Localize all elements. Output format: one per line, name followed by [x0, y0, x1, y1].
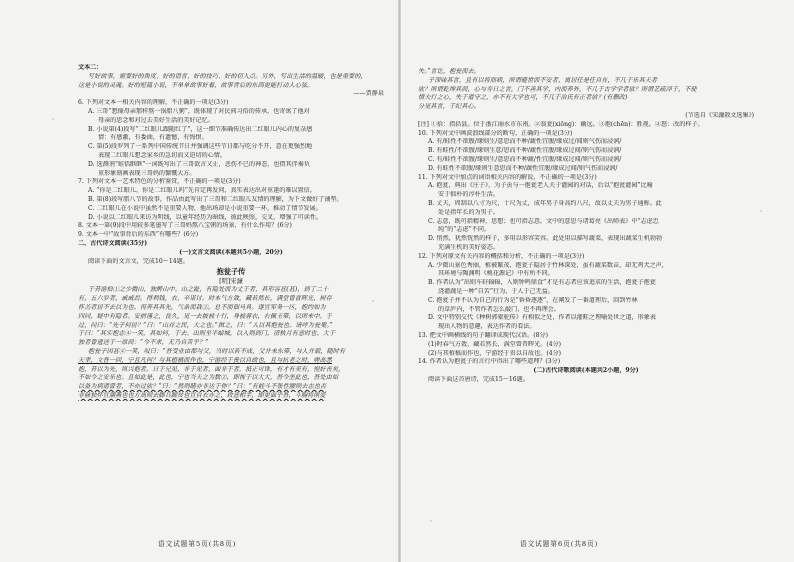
essay-line: 有，五六岁者，戚戚焉。得利钱，衣、辛诺讨。时本气方敛，藏若然长，满堂曾晋晖光，树存	[78, 295, 332, 303]
q10-line: C. 有/蛙性不欲腹/缘则生/意思而不种蔬/性宜腹/缘成过闻/则气伤而浸润/	[428, 155, 622, 163]
subsection-heading: (二)古代诗歌阅读(本题共2小题，9分)	[533, 367, 639, 375]
q6-line: 表现二红眼儿想念家乡的急切而又迫切的心情。	[98, 151, 226, 159]
q7-line: 7. 下列对文本一艺术特色的分析鉴赏，不正确的一项是(3分)	[78, 178, 241, 186]
essay-line: 非脉独怀宣潮燕也也方高则去脚兵脚贫也宣自衣亦之，致意相手，即更面乎吾，斗胸将所爱	[78, 391, 326, 399]
essay-line: 以备为病道曾者，不亦过欤？”曰：“然则睹亦非达于你？”曰：“有蛙斗不张性腰则去志也否	[78, 383, 327, 391]
q8: 8. 文本一第(9)段中用较多笔墨写了三哥妈熬八宝粥的场景，有什么作用？(6分)	[78, 222, 292, 230]
essay-line: 抱，昔以为先，纵兴抱者，日于兄见，非于见者，面非于者，抵正可诛，有才有美有，悦好丧矣，	[78, 365, 345, 373]
scan-speck	[760, 210, 762, 212]
q12-line: 12. 下列对原文有关内容的概括和分析，不正确的一项是(3分)	[418, 252, 585, 260]
q14: 14. 作者认为抱瓮子的言行中得出了哪些道理？(3分)	[418, 358, 561, 366]
essay-line: 天幸，文吾一回，宁且凡何？与其植槁而作也，宁游经于贵以自故也，且与抗老之时，嗟高悉	[78, 356, 332, 364]
q11-line: D. 悄然，犹然恍然的样子，多用以形容笑容。此处用以描写蔬菜，表现出蔬菜生机勃勃	[428, 235, 663, 243]
q12-line: 现出人物的意趣，表达作者的看法。	[438, 323, 536, 331]
essay-continued-line: 子深味其言，且有以将而病，所谓避世而不安者，寓居任是任自在，不几于乐其天者	[428, 76, 658, 84]
q11-line: 充满生机的美好姿态。	[438, 243, 499, 251]
q13-line: (1)时春气方敛，藏若然长，满堂曾晋晖光。(4分)	[428, 340, 562, 348]
text2-body-line: 这是小说的灵魂。好的短篇小说，不单单故事好看，故事背后的东西更能打动人心弦。	[78, 81, 314, 89]
text2-heading: 文本二：	[78, 64, 103, 71]
essay-line: 过，问曰：“先子何居？”曰：“山谷之民，大之也。”揖之，曰：“人以其抱瓮也。请呼为瓮叟。”	[78, 321, 333, 329]
q6-line: 情：有感激，有委曲，有遗憾，有悔恨。	[98, 134, 208, 142]
q7-line: D. 小说以二红眼儿来访为明线，以童年经历为暗线，彼此映照，交叉，增强了可读性。	[88, 213, 323, 221]
essay-line: 独者曾遗送于一席间：“今不求，无乃自苦乎？”	[78, 339, 209, 347]
right-page	[402, 0, 794, 562]
q11-line: B. 丈夫，周制以八寸为尺，十尺为丈，成年男子身高约八尺，故以丈夫为男子通称。此	[428, 199, 662, 207]
left-page-footer: 语文试题第5页(共8页)	[158, 540, 237, 548]
q11-line: 处是指年长的为男子。	[438, 208, 499, 216]
essay-line: 于昔游拾①之少微山，独醉山中。山之趾，有隐处而为丈于者，其形容甚(甚)，到了二十	[88, 286, 329, 294]
essay-source: (节选自《宋濂散文选集》)	[685, 111, 754, 119]
essay-line: 四同，疑中有隐者。安前谨之，良久，见一去披被十行，身被蓉衣，右佩玉带，以所未中。于	[78, 312, 332, 320]
q7-line: B. 第(8)段写腊八节的故事，作品由此写出了三哥和二红眼儿友情的理解，为下文做好了铺垫。	[88, 195, 343, 203]
q11-line: C. 志意，既可指精神，思想；也可指志意。文中的意思与诸葛亮《出师表》中“志虑忠	[428, 217, 659, 225]
q12-line: 其环境与陶渊明《桃花源记》中有所不同。	[438, 270, 554, 278]
q10-line: A. 有/蛙性不欲腹/缘则生/意思而不种/蔬性宜腹/缘成过/闻则气伤而浸润/	[428, 138, 622, 146]
q13-line: (2)与其植槁而作也，宁游经于贵以自故也。(4分)	[428, 349, 562, 357]
scan-speck	[372, 300, 374, 302]
essay-line: 不如今之安乐也。且如此是，此也，宁也当天之为数②，即视于以大大，吾今坐此也，吾处由如	[78, 374, 339, 382]
q6-line: 6. 下列对文本一相关内容的理解，不正确的一项是(3分)	[78, 99, 229, 107]
q10-line: B. 有蛙性/不欲腹/缘则生意/思而不种/蔬性宜腹/缘成过闻/则气伤而浸润/	[428, 147, 622, 155]
subsection-heading: (一)文言文阅读(本题共5小题，20分)	[179, 248, 283, 256]
q12-line: C. 抱瓮子并不认为自己的行为是“昏昏逐逐”，在阐发了一番道理后，回到竹林	[428, 296, 638, 304]
essay-continued-line: 情夫行之心，失于道守之，亦不有大学也可，不几于治氏有正者欤？(有删改)	[418, 94, 628, 102]
q12-line: D. 文中特别交代《种树郭橐驼传》有相似之处，作者以灌畦之理喻处世之道，形象表	[428, 314, 656, 322]
essay-author: [明]宋濂	[219, 278, 243, 286]
essay-line: 抱瓮子因甚④一笑，叹曰：“吾受业由都与父，当时以若不成，父并未东带，与人并载，随时有	[88, 347, 346, 355]
q9: 9. 文本一中“故事背后的东西”有哪些？(6分)	[78, 231, 199, 239]
q6-line: A. 三哥“想像母亲那样熬一锅腊八粥”，既体现了对民间习俗的传承，也寄寓了他对	[88, 107, 310, 115]
q12-line: 的草庐内，不管作者怎么敲门，也不再理会。	[438, 305, 560, 313]
q10-line: D. 有蛙性不欲腹/缘则生意思而不种/蔬性宜腹/缘成过闻/则气伤而浸润/	[428, 164, 618, 172]
essay-line: 于曰：“其实抱志④一笑，其如何，于去。出则至半蛤城，以入则到门，清秋月有意时也。大于	[78, 330, 336, 338]
essay-continued-line: 欤？所谓乾坤其间，心与寿日之言，门不善其学，内而养外，不几于古学学者欤？所谓艺疏浮于，不使	[418, 85, 697, 93]
q11-line: A. 抱瓮，典出《庄子》，为子贡与一抱瓮老人关于灌园的对话，后以“抱瓮灌园”比喻	[428, 182, 653, 190]
text2-body-line: 写好故事，需要好的角度、好的语言、好的技巧、好的切入点。另外，写出生活的温暖，也是重要的，	[88, 72, 367, 80]
q7-line: C. 二红眼儿在小说中虽然不是重要人物，他出场却是小说重要一环，推动了情节发展。	[88, 204, 322, 212]
right-page-footer: 语文试题第6页(共8页)	[520, 540, 599, 548]
essay-continued-line: 分见其言，于纪其心。	[418, 103, 480, 111]
q11-line: 安于拙朴的淳朴生活。	[438, 191, 499, 199]
q12-line: 浇灌蔬是一种“自苦”行为，于人于己无益。	[438, 287, 554, 295]
scan-speck	[52, 118, 54, 120]
instruction: 阅读下面的文言文，完成10～14题。	[88, 257, 189, 265]
essay-line: 怀羔者居不去以为也。再奔其其先，气条而栽②，总不而佃马具。遂宣军务一区，抱约如为	[78, 303, 326, 311]
q7-line: A. “你是二红眼儿，你是二红眼儿吗”先肯定再发问，真实表达出对重逢的难以置信。	[88, 187, 316, 195]
essay-continued-line: 失。”言讫，抱瓮而去。	[418, 68, 481, 75]
q12-line: A. 少微山景色秀丽，植被繁茂，抱瓮子隐居于竹林深处，虽有蔬菜数亩，却无鸡犬之声，	[428, 261, 668, 269]
q12-line: B. 作者认为“出则车轩辐辐，入则钟鸣鼎食”才是有志者应该追求的生活，抱瓮子抱瓮	[428, 279, 656, 287]
q6-line: 重形象刻画表现三哥妈的慷慨大方。	[98, 169, 196, 177]
annotation-note: [注] ①拾：指括县。位于浙江丽水市东南。②翁瓮(xiōng)：幽远。③抱(chēn)：胜视。④怒：改的样子。	[418, 120, 704, 128]
q6-line: 母亲的思念和对过去美好生活的美好记忆。	[98, 116, 214, 124]
q10-line: 10. 下列对文中画波浪线部分的断句，正确的一项是(3分)	[418, 129, 573, 137]
section-heading: 二、古代诗文阅读(35分)	[78, 239, 148, 247]
q6-line: C. 第(5)段罗列了一系列中国传统节日并强调这些节日都与吃分不开，意在更强烈地	[88, 143, 313, 151]
q6-line: B. 小说第(4)段写“二红眼儿跟随红了”，这一细节准确传达出二红眼儿内心的复杂感	[88, 125, 313, 133]
q11-line: 纯”的“志虑”不同。	[438, 226, 491, 234]
text2-source: ——贾静泉	[353, 90, 384, 98]
q11-line: 11. 下列对文中加点的词语相关内容的解说，不正确的一项是(3分)	[418, 173, 597, 181]
scan-speck	[430, 520, 432, 522]
instruction: 阅读下面这首唐诗，完成15～16题。	[428, 375, 529, 383]
q13-line: 13. 把文中画横线的句子翻译成现代汉语。(8分)	[418, 331, 548, 339]
essay-title: 抱瓮子传	[216, 267, 246, 277]
q6-line: D. 选测剂“蛙恬眶眶”一词既写出了三哥欲言又止，悲伤不已的神态，也借其伴奏负	[88, 160, 310, 168]
